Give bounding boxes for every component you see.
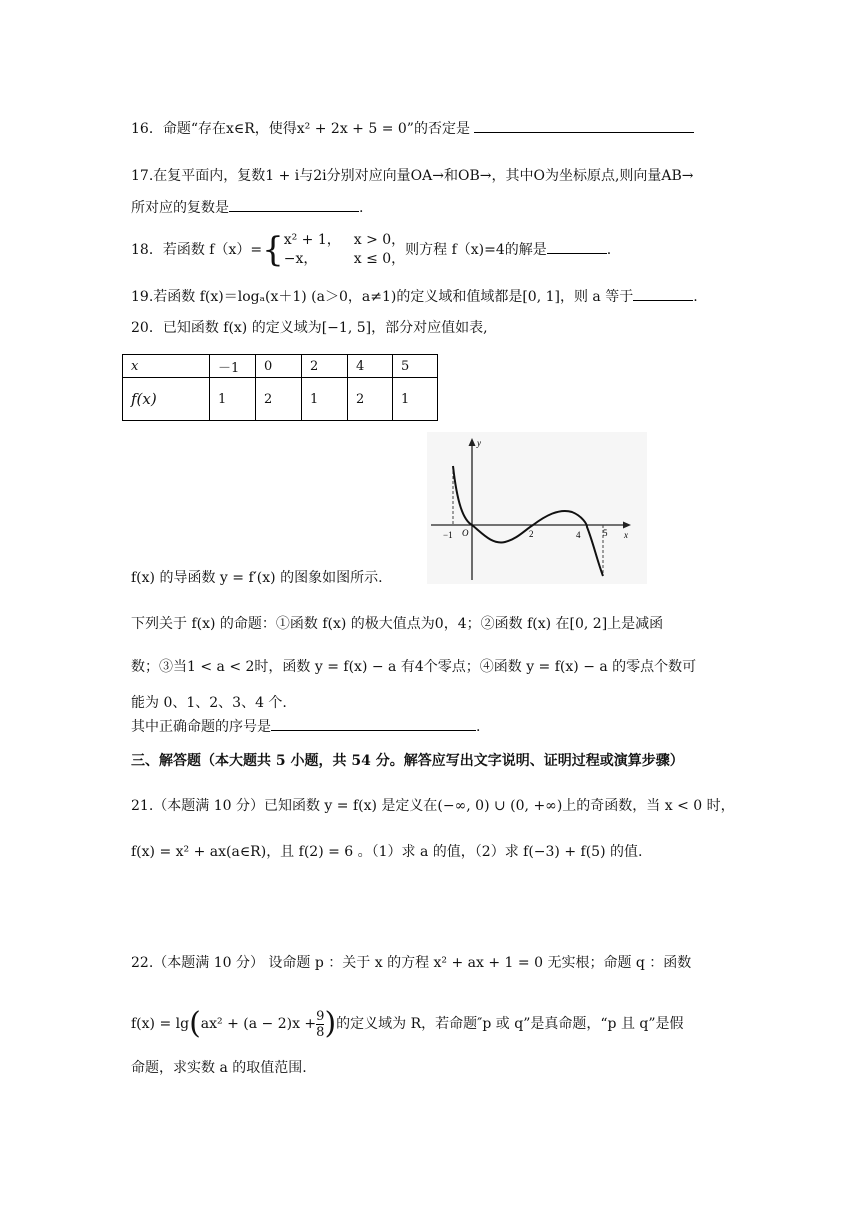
q18-case1-cond: x > 0， [353,232,406,248]
q22-line2-suffix: 的定义域为 R，若命题″p 或 q”是真命题，“p 且 q”是假 [336,1016,684,1032]
table-cell: 1 [302,378,348,421]
q22-line1: 22.（本题满 10 分） 设命题 p ：关于 x 的方程 x² + ax + 1 = 0 无实根；命题 q ：函数 [131,955,692,971]
q22-line3: 命题，求实数 a 的取值范围. [131,1060,307,1076]
q20-graph-caption: f(x) 的导函数 y = f′(x) 的图象如图所示. [131,570,383,586]
derivative-graph [427,432,647,584]
q20-line5-text: 其中正确命题的序号是 [131,719,271,735]
table-row [123,378,438,421]
graph-label-2: 2 [529,529,534,539]
q19-line: 19.若函数 f(x)＝logₐ(x＋1) (a＞0，a≠1)的定义域和值域都是[0, 1]，则 a 等于 . [131,286,698,307]
q16-answer-blank[interactable] [474,118,694,133]
q16-line [131,118,694,139]
section3-title: 三、解答题（本大题共 5 小题，共 54 分。解答应写出文字说明、证明过程或演算步骤） [131,753,684,769]
q20-value-table [122,354,438,421]
table-cell: 2 [256,378,302,421]
q22-close-paren: ) [324,1006,337,1041]
q18-case1-expr: x² + 1， [283,232,341,248]
q18-line: 18．若函数 f（x）={ x² + 1， x > 0， −x， x ≤ 0， 则方程 f（x)=4的解是 . [131,230,612,270]
graph-label-5: 5 [603,528,608,538]
table-cell: 4 [348,355,393,378]
q17-line1: 17.在复平面内，复数1 + i与2i分别对应向量OA→和OB→，其中O为坐标原点,则向量AB→ [131,168,694,184]
q20-answer-blank[interactable] [271,716,476,731]
table-cell: 5 [393,355,438,378]
q17-line2: 所对应的复数是 . [131,197,363,218]
q22-line2-prefix: f(x) = lg [131,1016,190,1032]
q17-answer-blank[interactable] [229,197,359,212]
table-row [123,355,438,378]
table-cell: 1 [393,378,438,421]
table-cell: 0 [256,355,302,378]
q18-brace: { [262,230,284,270]
q18-answer-blank[interactable] [547,239,607,254]
graph-label-neg1: −1 [443,530,453,540]
q20-line3: 数；③当1 < a < 2时，函数 y = f(x) − a 有4个零点；④函数 y = f(x) − a 的零点个数可 [131,659,697,675]
q22-open-paren: ( [189,1006,201,1041]
q22-line2-inner: ax² + (a − 2)x + [200,1016,317,1032]
q18-suffix: 则方程 f（x)=4的解是 [405,242,547,258]
q16-text: 命题“存在x∈R，使得x² + 2x + 5 = 0”的否定是 [162,121,470,137]
q18-prefix: 18．若函数 f（x）= [131,242,263,258]
q19-text: 19.若函数 f(x)＝logₐ(x＋1) (a＞0，a≠1)的定义域和值域都是[0, 1]，则 a 等于 [131,289,634,305]
graph-label-origin: O [462,528,469,538]
q17-line2-text: 所对应的复数是 [131,200,229,216]
table-cell: 1 [210,378,256,421]
q20-line4: 能为 0、1、2、3、4 个. [131,695,287,711]
graph-label-4: 4 [576,530,581,540]
q16-number: 16． [131,121,163,137]
q20-line5: 其中正确命题的序号是 . [131,716,480,737]
q20-line1: 20．已知函数 f(x) 的定义域为[−1, 5]，部分对应值如表, [131,320,488,336]
q22-fraction-num: 9 [316,1008,325,1024]
graph-label-y: y [477,438,481,448]
table-cell: f(x) [123,378,210,421]
q20-line2: 下列关于 f(x) 的命题：①函数 f(x) 的极大值点为0，4；②函数 f(x) 在[0, 2]上是减函 [131,616,664,632]
q21-line2: f(x) = x² + ax(a∈R)，且 f(2) = 6 。（1）求 a 的值，（2）求 f(−3) + f(5) 的值. [131,844,643,860]
q22-line2 [131,1002,684,1046]
q19-answer-blank[interactable] [633,286,693,301]
table-cell: 2 [348,378,393,421]
q18-cases [284,231,405,269]
graph-label-x: x [624,530,628,540]
q21-line1: 21.（本题满 10 分）已知函数 y = f(x) 是定义在(−∞, 0) ∪ (0, +∞)上的奇函数，当 x < 0 时， [131,798,735,814]
q18-case2-cond: x ≤ 0， [353,251,406,267]
table-cell: 2 [302,355,348,378]
table-cell: －1 [210,355,256,378]
table-cell: x [123,355,210,378]
q22-fraction-den: 8 [316,1024,325,1040]
q18-case2-expr: −x， [283,251,318,267]
